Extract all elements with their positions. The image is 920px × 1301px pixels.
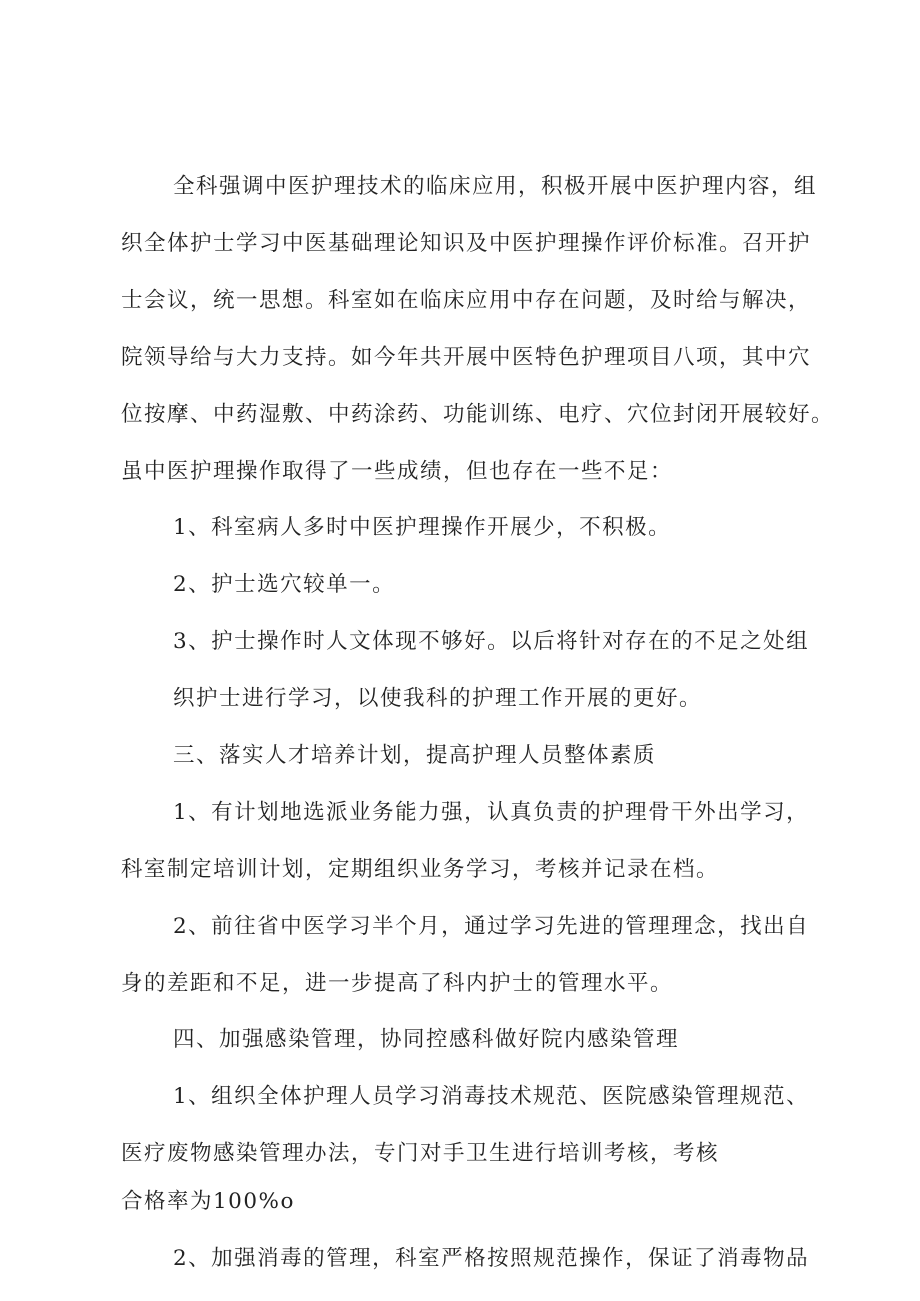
text-line-17: 1、组织全体护理人员学习消毒技术规范、医院感染管理规范、	[173, 1084, 810, 1109]
text-line-14: 2、前往省中医学习半个月，通过学习先进的管理理念，找出自	[173, 914, 810, 939]
text-line-4: 院领导给与大力支持。如今年共开展中医特色护理项目八项，其中穴	[121, 345, 812, 370]
text-line-20: 2、加强消毒的管理，科室严格按照规范操作，保证了消毒物品	[173, 1246, 810, 1271]
text-line-19: 合格率为100%o	[121, 1189, 295, 1214]
text-line-3: 士会议，统一思想。科室如在临床应用中存在问题，及时给与解决，	[121, 288, 812, 313]
text-line-9: 3、护士操作时人文体现不够好。以后将针对存在的不足之处组	[173, 629, 810, 654]
text-line-13: 科室制定培训计划，定期组织业务学习，考核并记录在档。	[121, 857, 720, 882]
text-line-2: 织全体护士学习中医基础理论知识及中医护理操作评价标准。召开护	[121, 231, 812, 256]
text-line-11: 三、落实人才培养计划，提高护理人员整体素质	[173, 743, 657, 768]
text-line-18: 医疗废物感染管理办法，专门对手卫生进行培训考核，考核	[121, 1141, 720, 1166]
text-line-16: 四、加强感染管理，协同控感科做好院内感染管理	[173, 1027, 680, 1052]
text-line-6: 虽中医护理操作取得了一些成绩，但也存在一些不足：	[121, 459, 674, 484]
text-line-7: 1、科室病人多时中医护理操作开展少，不积极。	[173, 515, 672, 540]
text-line-12: 1、有计划地选派业务能力强，认真负责的护理骨干外出学习，	[173, 800, 810, 825]
text-line-5: 位按摩、中药湿敷、中药涂药、功能训练、电疗、穴位封闭开展较好。	[121, 402, 835, 427]
text-line-8: 2、护士选穴较单一。	[173, 572, 396, 597]
text-line-1: 全科强调中医护理技术的临床应用，积极开展中医护理内容，组	[173, 174, 818, 199]
text-line-10: 织护士进行学习，以使我科的护理工作开展的更好。	[173, 686, 703, 711]
text-line-15: 身的差距和不足，进一步提高了科内护士的管理水平。	[121, 971, 674, 996]
